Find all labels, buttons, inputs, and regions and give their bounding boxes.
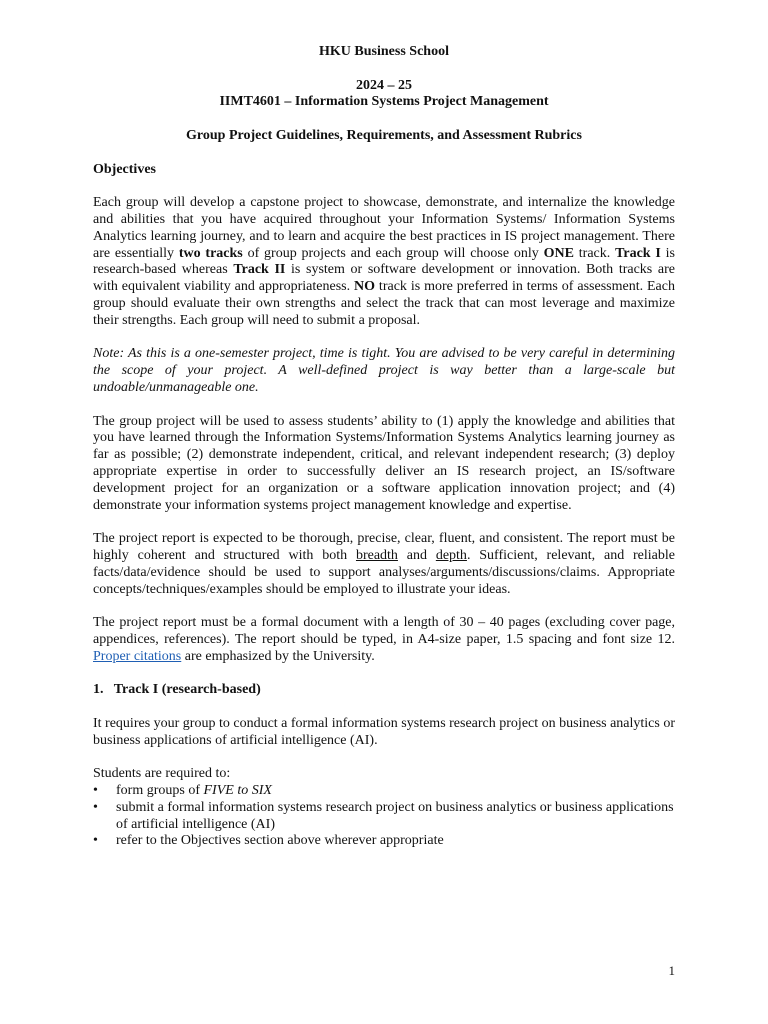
text-run: The project report is expected to be thorough, precise, clear, fluent, and consistent. The report must be highly coherent and structured with both [93,531,675,563]
document-title: Group Project Guidelines, Requirements, and Assessment Rubrics [186,127,582,143]
text-run: Each group will develop a capstone project to showcase, demonstrate, and internalize the knowledge and abilities that you have acquired throughout your Information Systems/ Information Systems Analytics learning journey, and to learn and acquire the best practices in IS project management. There are essentially [93,195,675,261]
page-number: 1 [668,963,675,978]
underlined-run: depth [435,547,467,563]
objectives-paragraph-1 [93,195,675,329]
text-run: The project report must be a formal document with a length of 30 – 40 pages (excluding cover page, appendices, references). The report should be typed, in A4-size paper, 1.5 spacing and font size 12. [93,615,675,647]
scope-note: Note: As this is a one-semester project, time is tight. You are advised to be very careful in determining the scope of your project. A well-defined project is way better than a large-scale but undoable/unmanageable one. [93,346,675,395]
list-item [93,800,675,834]
text-run: track is more preferred in terms of assessment. Each group should evaluate their own strengths and select the track that can most leverage and maximize their strengths. Each group will need to submit a proposal. [93,279,675,328]
objectives-heading: Objectives [93,161,156,177]
course-title: IIMT4601 – Information Systems Project Management [219,94,549,110]
text-run: submit a formal information systems research project on business analytics or business applications of artificial intelligence (AI) [116,799,674,832]
text-run: of group projects and each group will choose only [242,245,544,261]
list-item [93,783,675,800]
academic-year: 2024 – 25 [356,77,412,93]
bold-run: NO [354,279,376,295]
document-page [93,44,675,850]
underlined-run: breadth [355,547,398,563]
text-run: are emphasized by the University. [181,648,375,664]
proper-citations-link[interactable]: Proper citations [93,648,182,664]
bullet-icon: • [93,799,98,815]
school-name: HKU Business School [319,44,449,59]
students-intro: Students are required to: [93,766,231,782]
objectives-paragraph-2: The group project will be used to assess students’ ability to (1) apply the knowledge and abilities that you have learned through the Information Systems/Information Systems Analytics learning journey as far as possible; (2) demonstrate independent, critical, and relevant independent research; (3) deploy appropriate expertise in order to successfully deliver an IS research project, an IS/software development project for an organization or a software application innovation project; and (4) demonstrate your information systems project management knowledge and expertise. [93,413,675,513]
requirements-list [93,783,675,850]
text-run: track. [573,245,616,261]
text-run: refer to the Objectives section above wherever appropriate [116,833,444,849]
text-run: is system or software development or innovation. Both tracks are with equivalent viability and appropriateness. [93,262,675,295]
text-run: and [397,547,436,563]
bullet-icon: • [93,783,98,799]
list-item [93,833,675,850]
bold-run: Track I [615,245,661,261]
bold-run: ONE [543,245,574,261]
text-run: form groups of [116,783,204,799]
italic-run: FIVE to SIX [203,783,272,799]
track1-paragraph-1: It requires your group to conduct a formal information systems research project on business analytics or business applications of artificial intelligence (AI). [93,715,676,748]
bold-run: Track II [233,262,286,278]
text-run: is research-based whereas [93,245,675,278]
bullet-icon: • [93,833,98,849]
bold-run: two tracks [178,245,243,261]
track1-heading: 1. Track I (research-based) [93,682,261,698]
text-run: . Sufficient, relevant, and reliable facts/data/evidence should be used to support analyses/arguments/discussions/claims. Appropriate concepts/techniques/examples should be employed to illustrate your ideas. [93,547,675,597]
objectives-paragraph-3 [93,531,675,598]
objectives-paragraph-4 [93,615,675,665]
